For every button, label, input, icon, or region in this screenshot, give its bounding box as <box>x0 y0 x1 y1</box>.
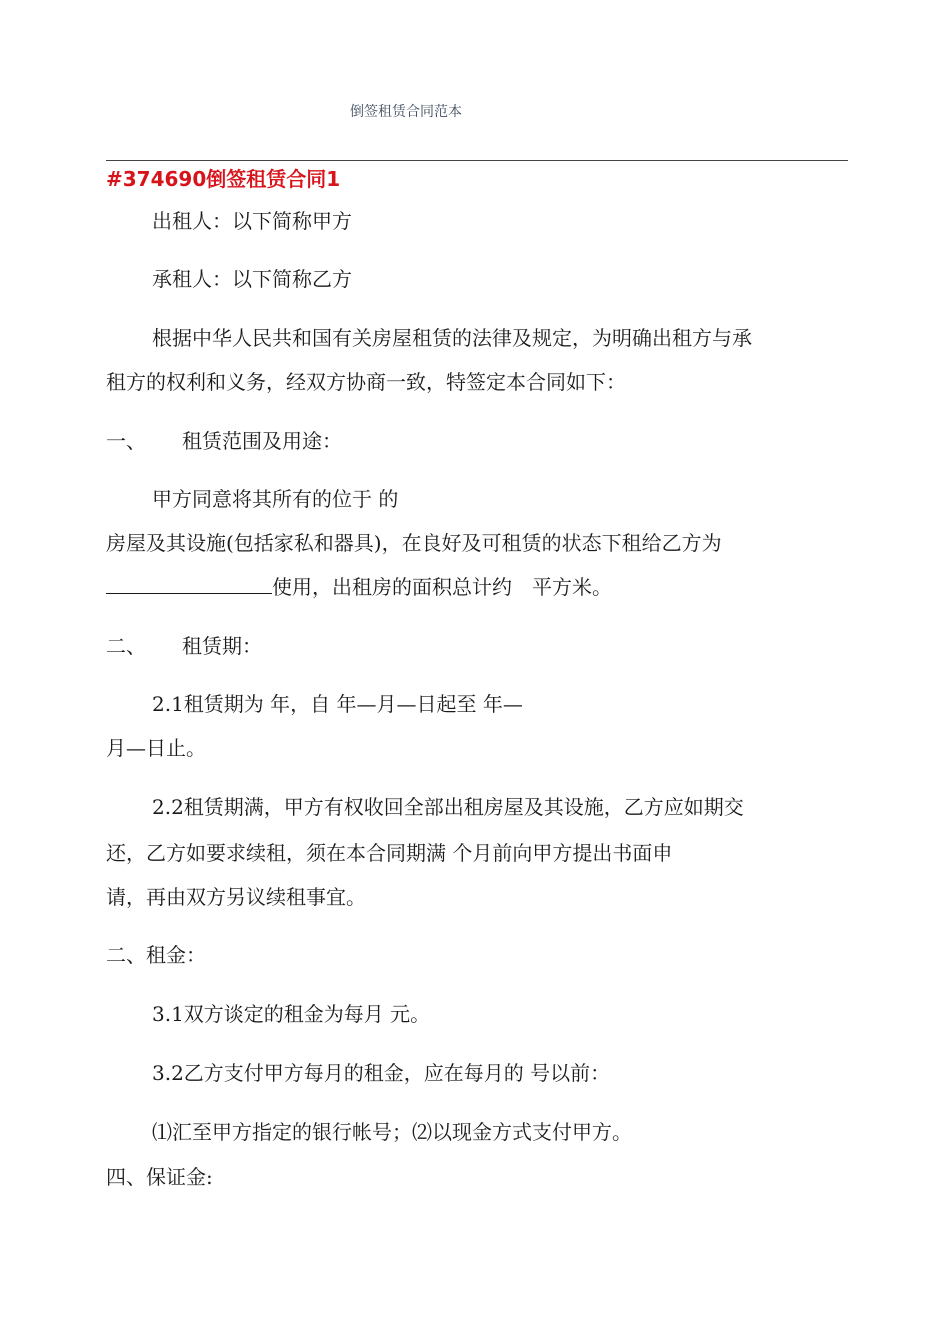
item-3-1: 3.1双方谈定的租金为每月 元。 <box>152 1002 431 1026</box>
header-title: 倒签租赁合同范本 <box>350 104 462 120</box>
section-1-line-3 <box>106 574 612 600</box>
section-1-line-1: 甲方同意将其所有的位于 的 <box>152 487 399 511</box>
lessor-line: 出租人：以下简称甲方 <box>152 209 352 233</box>
section-2-heading <box>106 633 262 659</box>
item-2-1-line-1: 2.1租赁期为 年，自 年—月—日起至 年— <box>152 692 523 716</box>
intro-line-2: 租方的权利和义务，经双方协商一致，特签定本合同如下： <box>106 370 626 394</box>
intro-line-1: 根据中华人民共和国有关房屋租赁的法律及规定，为明确出租方与承 <box>152 326 752 350</box>
lessee-line: 承租人：以下简称乙方 <box>152 267 352 291</box>
section-2-title: 租赁期： <box>182 634 262 658</box>
header-rule <box>106 160 848 161</box>
section-2-number: 二、 <box>106 634 146 658</box>
section-1-number: 一、 <box>106 429 146 453</box>
item-2-2-line-1: 2.2租赁期满，甲方有权收回全部出租房屋及其设施，乙方应如期交 <box>152 795 744 819</box>
section-1-heading <box>106 428 342 454</box>
section-1-line-2: 房屋及其设施(包括家私和器具)，在良好及可租赁的状态下租给乙方为 <box>106 531 722 555</box>
item-3-2: 3.2乙方支付甲方每月的租金，应在每月的 号以前： <box>152 1061 611 1085</box>
section-3-heading: 二、租金： <box>106 943 206 967</box>
item-2-2-line-3: 请，再由双方另议续租事宜。 <box>106 885 366 909</box>
item-2-1-line-2: 月—日止。 <box>106 736 206 760</box>
section-1-line-3-text: 使用，出租房的面积总计约 平方米。 <box>272 575 612 599</box>
document-heading: #374690倒签租赁合同1 <box>106 167 341 191</box>
blank-field <box>106 575 272 594</box>
item-3-2-options: ⑴汇至甲方指定的银行帐号；⑵以现金方式支付甲方。 <box>152 1120 632 1144</box>
section-4-heading: 四、保证金: <box>106 1165 213 1189</box>
item-2-2-line-2: 还，乙方如要求续租，须在本合同期满 个月前向甲方提出书面申 <box>106 841 673 865</box>
section-1-title: 租赁范围及用途： <box>182 429 342 453</box>
